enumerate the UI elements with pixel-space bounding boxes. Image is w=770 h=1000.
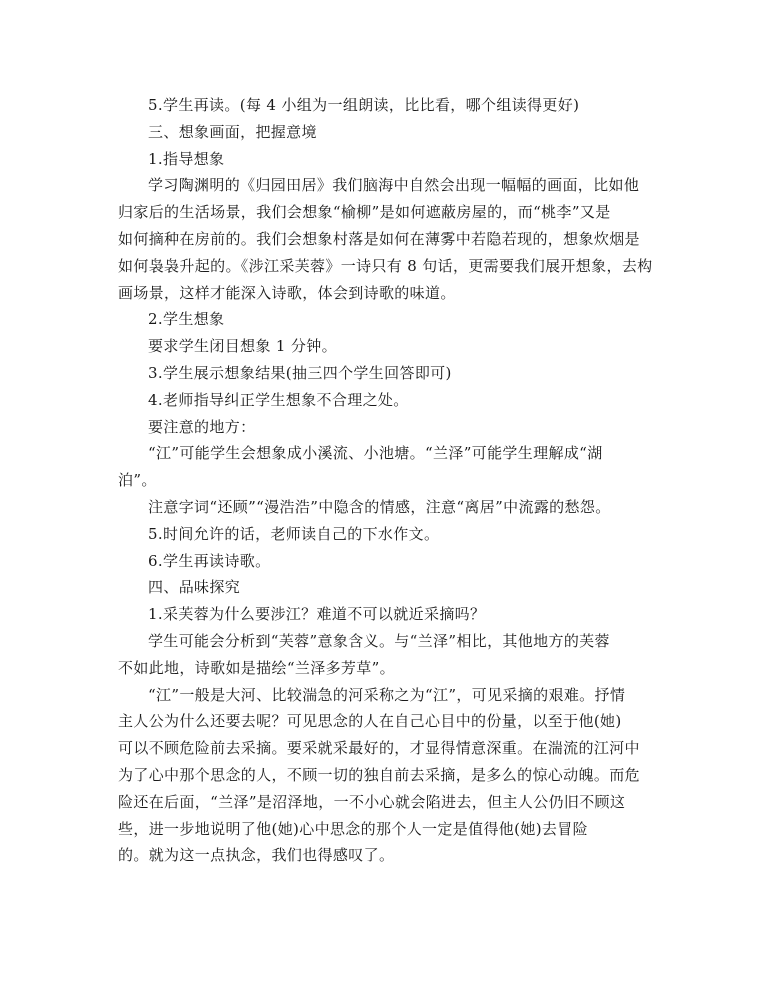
text-line: 要注意的地方： (148, 417, 256, 436)
text-line: 1.指导想象 (148, 149, 225, 168)
text-line: 5.学生再读。(每 4 小组为一组朗读，比比看，哪个组读得更好) (148, 96, 580, 114)
text-line: 要求学生闭目想象 1 分钟。 (148, 337, 337, 356)
text-line: “江”可能学生会想象成小溪流、小池塘。“兰泽”可能学生理解成“湖 (148, 444, 603, 463)
text-line: 三、想象画面，把握意境 (148, 122, 317, 141)
text-line: 学习陶渊明的《归园田居》我们脑海中自然会出现一幅幅的画面，比如他 (148, 176, 640, 195)
document-body (118, 92, 658, 869)
text-line: 6.学生再读诗歌。 (148, 551, 271, 570)
text-line: 归家后的生活场景，我们会想象“榆柳”是如何遮蔽房屋的，而“桃李”又是 (118, 203, 611, 222)
text-line: 如何摘种在房前的。我们会想象村落是如何在薄雾中若隐若现的，想象炊烟是 (118, 229, 640, 248)
text-line: 5.时间允许的话，老师读自己的下水作文。 (148, 524, 440, 543)
text-line: 学生可能会分析到“芙蓉”意象含义。与“兰泽”相比，其他地方的芙蓉 (148, 631, 610, 650)
text-line: 如何袅袅升起的。《涉江采芙蓉》一诗只有 8 句话，更需要我们展开想象，去构 (118, 256, 653, 275)
text-line: 画场景，这样才能深入诗歌，体会到诗歌的味道。 (118, 283, 456, 302)
text-line: 主人公为什么还要去呢？可见思念的人在自己心目中的份量，以至于他(她) (118, 712, 622, 731)
text-line: 3.学生展示想象结果(抽三四个学生回答即可) (148, 363, 452, 382)
text-line: 1.采芙蓉为什么要涉江？难道不可以就近采摘吗？ (148, 605, 486, 624)
text-line: 可以不顾危险前去采摘。要采就采最好的，才显得情意深重。在湍流的江河中 (118, 739, 640, 758)
text-line: 泊”。 (118, 471, 157, 490)
text-line: 注意字词“还顾”“漫浩浩”中隐含的情感，注意“离居”中流露的愁怨。 (148, 497, 611, 516)
text-line: 不如此地，诗歌如是描绘“兰泽多芳草”。 (118, 658, 395, 677)
text-line: 的。就为这一点执念，我们也得感叹了。 (118, 846, 395, 865)
text-line: 险还在后面，“兰泽”是沼泽地，一不小心就会陷进去，但主人公仍旧不顾这 (118, 792, 626, 811)
text-line: 些，进一步地说明了他(她)心中思念的那个人一定是值得他(她)去冒险 (118, 819, 588, 838)
text-line: 2.学生想象 (148, 310, 225, 329)
text-line: 四、品味探究 (148, 578, 241, 597)
text-line: 4.老师指导纠正学生想象不合理之处。 (148, 390, 409, 409)
text-line: 为了心中那个思念的人，不顾一切的独自前去采摘，是多么的惊心动魄。而危 (118, 765, 640, 784)
text-line: “江”一般是大河、比较湍急的河采称之为“江”，可见采摘的艰难。抒情 (148, 685, 626, 704)
